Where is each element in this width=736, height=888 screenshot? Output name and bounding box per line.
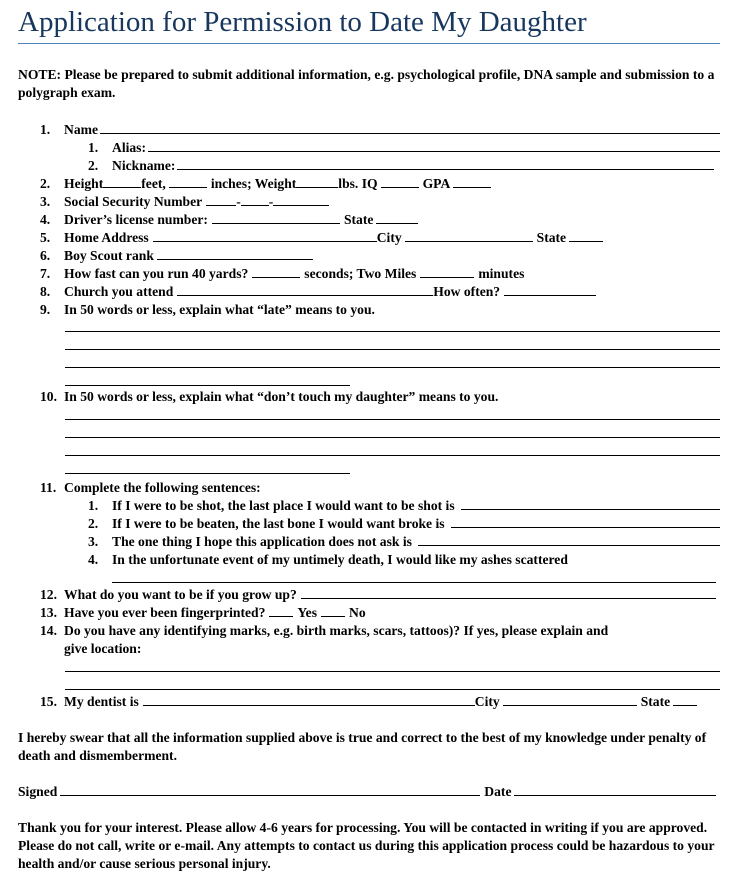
oath-text: I hereby swear that all the information supplied above is true and correct to the best of my knowledge under penalty of death and dismemberment. <box>18 730 707 763</box>
q9-answer-line[interactable] <box>65 385 350 386</box>
state-field[interactable] <box>569 229 603 242</box>
q11-sentence-2: 2. If I were to be beaten, the last bone I would want broke is <box>88 515 720 533</box>
alias-label: Alias: <box>112 140 146 155</box>
q1-name-row: 1. Name <box>40 121 720 139</box>
scout-rank-field[interactable] <box>157 247 313 260</box>
fingerprinted-no-field[interactable] <box>321 604 345 617</box>
q9-answer-line[interactable] <box>65 349 720 350</box>
license-state-field[interactable] <box>376 211 418 224</box>
license-field[interactable] <box>212 211 340 224</box>
q1-nickname-row: 2. Nickname: <box>88 157 714 175</box>
weight-field[interactable] <box>296 175 338 188</box>
q9-answer-line[interactable] <box>65 367 720 368</box>
church-field[interactable] <box>177 283 433 296</box>
sentence-1-field[interactable] <box>461 497 720 510</box>
note-text: NOTE: Please be prepared to submit additional information, e.g. psychological profile, DNA sample and submission to a polygraph exam. <box>18 67 715 100</box>
ssn-part1-field[interactable] <box>206 193 236 206</box>
dentist-city-field[interactable] <box>503 693 637 706</box>
q2-row: 2. Height feet, inches; Weight lbs. IQ GPA <box>40 175 491 193</box>
date-field[interactable] <box>514 783 716 796</box>
address-field[interactable] <box>153 229 377 242</box>
q13-row: 13. Have you ever been fingerprinted? Yes No <box>40 605 366 620</box>
how-often-field[interactable] <box>504 283 596 296</box>
q1-alias-row: 1. Alias: <box>88 139 720 157</box>
q14-answer-line[interactable] <box>65 671 720 672</box>
ssn-part3-field[interactable] <box>273 193 329 206</box>
date-label: Date <box>484 784 512 799</box>
q7-row: 7. How fast can you run 40 yards? seconds; Two Miles minutes <box>40 266 525 281</box>
sentence-4-field[interactable] <box>112 582 716 583</box>
q11-sentence-4: 4. In the unfortunate event of my untimely death, I would like my ashes scattered <box>88 552 568 567</box>
q10-answer-line[interactable] <box>65 455 720 456</box>
signature-row <box>18 783 716 801</box>
nickname-field[interactable] <box>177 157 714 170</box>
closing-text: Thank you for your interest. Please allow 4-6 years for processing. You will be contacted in writing if you are approved. Please do not call, write or e-mail. Any attempts to contact us during this application process could be hazardous to your health and/or cause serious personal injury. <box>18 820 715 871</box>
signed-label: Signed <box>18 784 58 799</box>
q1-label: Name <box>64 122 98 137</box>
q11-sentence-3: 3. The one thing I hope this application does not ask is <box>88 533 720 551</box>
gpa-field[interactable] <box>453 175 491 188</box>
q10-answer-line[interactable] <box>65 419 720 420</box>
q8-row: 8. Church you attend How often? <box>40 283 596 301</box>
two-miles-field[interactable] <box>420 265 474 278</box>
q6-row: 6. Boy Scout rank <box>40 247 313 265</box>
q4-row: 4. Driver’s license number: State <box>40 211 418 229</box>
yards-seconds-field[interactable] <box>252 265 300 278</box>
q10-answer-line[interactable] <box>65 473 350 474</box>
q9-answer-line[interactable] <box>65 331 720 332</box>
q11-row: 11. Complete the following sentences: <box>40 480 261 495</box>
city-field[interactable] <box>405 229 533 242</box>
q15-row: 15. My dentist is City State <box>40 693 697 711</box>
dentist-field[interactable] <box>143 693 475 706</box>
sentence-3-field[interactable] <box>418 533 720 546</box>
iq-field[interactable] <box>381 175 419 188</box>
q9-row: 9. In 50 words or less, explain what “late” means to you. <box>40 302 375 317</box>
ssn-part2-field[interactable] <box>241 193 269 206</box>
q12-row: 12. What do you want to be if you grow up? <box>40 586 716 604</box>
q3-row: 3. Social Security Number - - <box>40 193 329 211</box>
sentence-2-field[interactable] <box>451 515 720 528</box>
name-field[interactable] <box>100 121 720 134</box>
q5-row: 5. Home Address City State <box>40 229 603 247</box>
height-inches-field[interactable] <box>169 175 207 188</box>
q14-answer-line[interactable] <box>65 689 720 690</box>
q10-row: 10. In 50 words or less, explain what “don’t touch my daughter” means to you. <box>40 389 499 404</box>
dentist-state-field[interactable] <box>673 693 697 706</box>
fingerprinted-yes-field[interactable] <box>269 604 293 617</box>
signature-field[interactable] <box>60 783 480 796</box>
height-feet-field[interactable] <box>103 175 141 188</box>
nickname-label: Nickname: <box>112 158 176 173</box>
q14-row: 14. Do you have any identifying marks, e.g. birth marks, scars, tattoos)? If yes, please explain and <box>40 623 609 638</box>
page-title: Application for Permission to Date My Daughter <box>18 6 587 38</box>
q11-sentence-1: 1. If I were to be shot, the last place I would want to be shot is <box>88 497 720 515</box>
q10-answer-line[interactable] <box>65 437 720 438</box>
grow-up-field[interactable] <box>301 586 716 599</box>
q14-label-continued: give location: <box>64 641 142 656</box>
title-rule <box>18 43 720 44</box>
alias-field[interactable] <box>148 139 720 152</box>
